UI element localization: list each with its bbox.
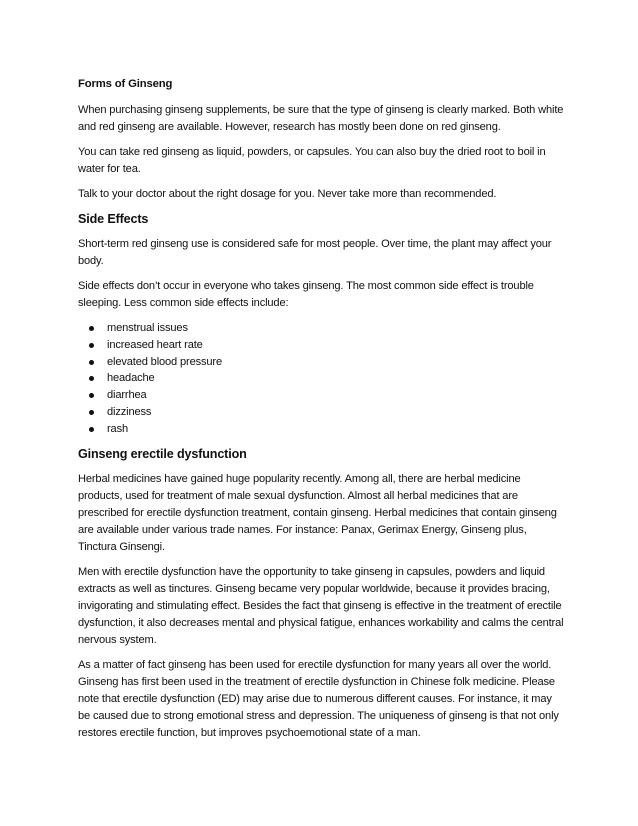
paragraph: Short-term red ginseng use is considered safe for most people. Over time, the plant may affect your body. bbox=[78, 238, 552, 267]
bullet-icon bbox=[89, 343, 94, 348]
bullet-icon bbox=[89, 360, 94, 365]
list-item-text: menstrual issues bbox=[107, 322, 188, 334]
list-item bbox=[78, 370, 566, 387]
paragraph: Herbal medicines have gained huge popularity recently. Among all, there are herbal medicine products, used for treatment of male sexual dysfunction. Almost all herbal medicines that are prescribed for erectile dysfunction treatment, contain ginseng. Herbal medicines that contain ginseng are available under various trade names. For instance: Panax, Gerimax Energy, Ginseng plus, Tinctura Ginsengi. bbox=[78, 472, 557, 553]
list-item-text: headache bbox=[107, 372, 155, 385]
paragraph: Side effects don’t occur in everyone who takes ginseng. The most common side effect is trouble sleeping. Less common side effects include: bbox=[78, 280, 534, 309]
paragraph: You can take red ginseng as liquid, powders, or capsules. You can also buy the dried root to boil in water for tea. bbox=[78, 146, 546, 175]
list-item bbox=[78, 354, 566, 371]
section-heading-side-effects: Side Effects bbox=[78, 212, 149, 226]
paragraph: As a matter of fact ginseng has been used for erectile dysfunction for many years all over the world. Ginseng has first been used in the treatment of erectile dysfunction in Chinese folk medicine. Please note that erectile dysfunction (ED) may arise due to numerous different causes. For instance, it may be caused due to strong emotional stress and depression. The uniqueness of ginseng is that not only restores erectile function, but improves psychoemotional state of a man. bbox=[78, 658, 559, 739]
list-item bbox=[78, 320, 566, 337]
list-item bbox=[78, 421, 566, 438]
bullet-icon bbox=[89, 410, 94, 415]
list-item-text: diarrhea bbox=[107, 389, 147, 402]
paragraph: Talk to your doctor about the right dosage for you. Never take more than recommended. bbox=[78, 188, 497, 200]
section-heading-forms-of-ginseng: Forms of Ginseng bbox=[78, 78, 173, 90]
paragraph: When purchasing ginseng supplements, be sure that the type of ginseng is clearly marked. Both white and red ginseng are available. However, research has mostly been done on red ginseng. bbox=[78, 104, 564, 133]
list-item-text: rash bbox=[107, 422, 128, 435]
section-heading-ginseng-erectile-dysfunction: Ginseng erectile dysfunction bbox=[78, 446, 247, 461]
side-effects-list bbox=[78, 320, 566, 438]
list-item-text: increased heart rate bbox=[107, 338, 203, 351]
bullet-icon bbox=[89, 427, 94, 432]
bullet-icon bbox=[89, 393, 94, 398]
bullet-icon bbox=[89, 376, 94, 381]
paragraph: Men with erectile dysfunction have the opportunity to take ginseng in capsules, powders and liquid extracts as well as tinctures. Ginseng became very popular worldwide, because it provides bracing, invigorating and stimulating effect. Besides the fact that ginseng is effective in the treatment of erectile dysfunction, it also decreases mental and physical fatigue, enhances workability and calms the central nervous system. bbox=[78, 565, 564, 646]
bullet-icon bbox=[89, 326, 94, 331]
list-item-text: elevated blood pressure bbox=[107, 355, 222, 368]
list-item bbox=[78, 404, 566, 421]
list-item bbox=[78, 337, 566, 354]
list-item-text: dizziness bbox=[107, 405, 152, 418]
list-item bbox=[78, 387, 566, 404]
